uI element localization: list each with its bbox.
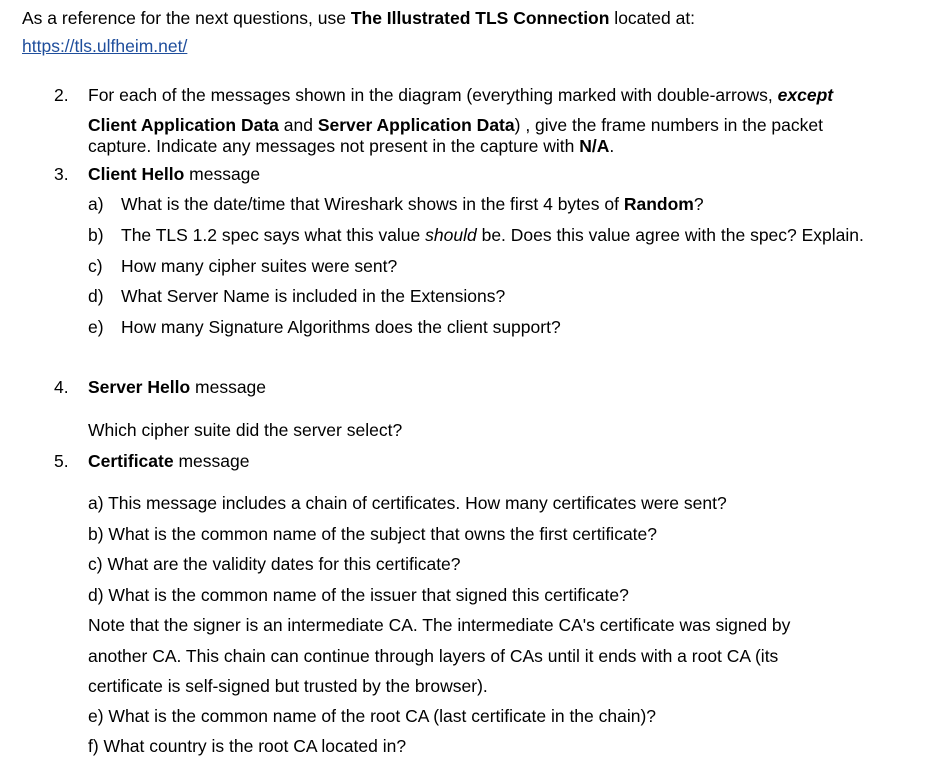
q2-server-app-data: Server Application Data	[317, 115, 515, 135]
intro-title: The Illustrated TLS Connection	[350, 8, 610, 28]
q2-line-1	[88, 85, 833, 106]
q3b-letter: b)	[88, 225, 104, 245]
q4-title-rest: message	[190, 377, 267, 397]
q3a-main: What is the date/time that Wireshark shows in the first 4 bytes of	[121, 194, 624, 214]
intro-prefix: As a reference for the next questions, use	[22, 8, 351, 28]
q5-number: 5.	[54, 451, 69, 471]
q2-text-1: For each of the messages shown in the diagram (everything marked with double-arrows,	[88, 85, 778, 105]
q3c-letter: c)	[88, 256, 103, 276]
tls-link[interactable]: https://tls.ulfheim.net/	[22, 36, 188, 56]
q3d-text: What Server Name is included in the Extensions?	[121, 286, 506, 306]
q3a-random: Random	[623, 194, 694, 214]
q3a-text	[121, 194, 704, 215]
q3a-letter: a)	[88, 194, 104, 214]
q5-note-3: certificate is self-signed but trusted by the browser).	[88, 676, 488, 696]
q5-title	[88, 451, 249, 472]
q5c-text: c) What are the validity dates for this certificate?	[88, 554, 461, 574]
q3-number: 3.	[54, 164, 69, 184]
intro-suffix: located at:	[609, 8, 696, 28]
intro-line	[22, 8, 695, 29]
q3e-text: How many Signature Algorithms does the client support?	[121, 317, 561, 337]
q5e-text: e) What is the common name of the root CA (last certificate in the chain)?	[88, 706, 657, 726]
q3-title-bold: Client Hello	[88, 164, 185, 184]
q4-question: Which cipher suite did the server select?	[88, 420, 403, 440]
q2-and: and	[278, 115, 318, 135]
q2-number: 2.	[54, 85, 69, 105]
intro-url-line	[22, 36, 187, 57]
q3c-text: How many cipher suites were sent?	[121, 256, 398, 276]
q4-title-bold: Server Hello	[88, 377, 191, 397]
q5-title-rest: message	[173, 451, 250, 471]
q5d-text: d) What is the common name of the issuer that signed this certificate?	[88, 585, 629, 605]
q3b-should: should	[425, 225, 477, 245]
q3b-post: be. Does this value agree with the spec? Explain.	[476, 225, 864, 245]
q5-note-2: another CA. This chain can continue through layers of CAs until it ends with a root CA (its	[88, 646, 779, 666]
q2-period: .	[609, 136, 615, 156]
q3-title-rest: message	[184, 164, 261, 184]
q3e-letter: e)	[88, 317, 104, 337]
q5-title-bold: Certificate	[88, 451, 174, 471]
q2-text-3: capture. Indicate any messages not present in the capture with	[88, 136, 580, 156]
q2-line-3	[88, 136, 614, 157]
q5b-text: b) What is the common name of the subject that owns the first certificate?	[88, 524, 658, 544]
q4-title	[88, 377, 266, 398]
q2-line-2	[88, 115, 823, 136]
q2-na: N/A	[579, 136, 610, 156]
q3-title	[88, 164, 260, 185]
q5a-text: a) This message includes a chain of certificates. How many certificates were sent?	[88, 493, 727, 513]
q2-except: except	[777, 85, 834, 105]
q5-note-1: Note that the signer is an intermediate CA. The intermediate CA's certificate was signed by	[88, 615, 791, 635]
q3d-letter: d)	[88, 286, 104, 306]
q2-tail: ) , give the frame numbers in the packet	[514, 115, 823, 135]
q2-client-app-data: Client Application Data	[88, 115, 279, 135]
q3b-text	[121, 225, 864, 246]
q3a-end: ?	[693, 194, 704, 214]
q3b-pre: The TLS 1.2 spec says what this value	[121, 225, 426, 245]
q5f-text: f) What country is the root CA located in?	[88, 736, 407, 756]
q4-number: 4.	[54, 377, 69, 397]
